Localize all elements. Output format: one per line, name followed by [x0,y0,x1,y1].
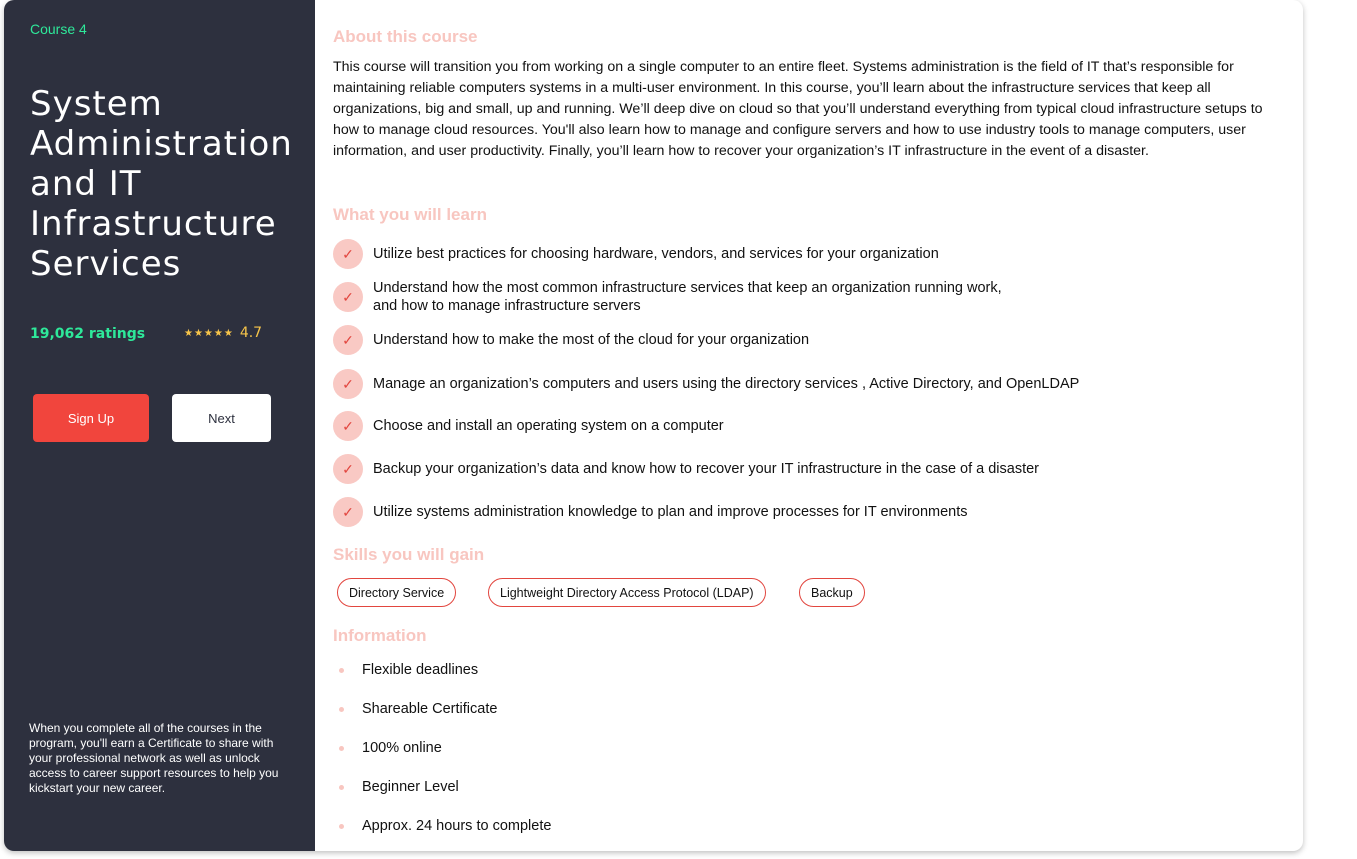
check-icon: ✓ [333,325,363,355]
course-title [30,84,300,284]
info-item-text: Beginner Level [362,779,459,795]
skills-heading: Skills you will gain [333,545,485,564]
info-item-text: Flexible deadlines [362,662,479,678]
learn-item-line: and how to manage infrastructure servers [373,298,641,314]
learn-item-line: Understand how the most common infrastructure services that keep an organization running work, [373,280,1002,296]
learn-item-line: Utilize systems administration knowledge to plan and improve processes for IT environments [373,504,968,520]
ratings-count: 19,062 ratings [30,326,146,342]
skill-tag-ldap[interactable]: Lightweight Directory Access Protocol (LDAP) [488,578,766,607]
learn-item-line: Backup your organization’s data and know how to recover your IT infrastructure in the case of a disaster [373,461,1040,477]
info-item-text: Approx. 24 hours to complete [362,818,552,834]
info-item [339,779,459,795]
course-title-line: Administration [30,124,293,164]
learn-item-line: Utilize best practices for choosing hardware, vendors, and services for your organization [373,246,939,262]
course-number-label: Course 4 [30,21,87,37]
learn-item [333,325,809,355]
learn-item-line: Understand how to make the most of the cloud for your organization [373,332,810,348]
check-icon: ✓ [333,282,363,312]
learn-item [333,497,968,527]
course-title-line: and IT [30,164,142,204]
star-rating-icon: ★★★★★ [184,327,234,339]
course-title-line: Services [30,244,182,284]
bullet-icon [339,824,344,829]
learn-item [333,411,724,441]
course-sidebar [4,0,315,851]
bullet-icon [339,707,344,712]
learn-heading: What you will learn [333,205,487,224]
bullet-icon [339,785,344,790]
learn-item [333,454,1039,484]
skill-tag-backup[interactable]: Backup [799,578,865,607]
learn-item-text [373,460,1039,478]
learn-item-text [373,375,1079,393]
course-title-line: System [30,84,163,124]
learn-item-line: Manage an organization’s computers and users using the directory services , Active Directory, and OpenLDAP [373,376,1080,392]
bullet-icon [339,668,344,673]
information-heading: Information [333,626,427,645]
learn-item [333,279,1002,315]
check-icon: ✓ [333,239,363,269]
learn-item [333,369,1079,399]
check-icon: ✓ [333,454,363,484]
course-title-line: Infrastructure [30,204,277,244]
info-item [339,701,497,717]
info-item-text: 100% online [362,740,442,756]
course-details [333,0,1283,851]
course-card [4,0,1303,851]
learn-item-line: Choose and install an operating system on a computer [373,418,724,434]
about-description: This course will transition you from working on a single computer to an entire fleet. Systems administration is the field of IT that’s responsible for maintaining reliable computers systems in a multi-user environment. In this course, you’ll learn about the infrastructure services that keep all organizations, big and small, up and running. We’ll deep dive on cloud so that you’ll understand everything from typical cloud infrastructure setups to how to manage cloud resources. You'll also learn how to manage and configure servers and how to use industry tools to manage computers, user information, and user productivity. Finally, you’ll learn how to recover your organization’s IT infrastructure in the event of a disaster. [333,59,1263,159]
learn-item-text [373,279,1002,315]
sign-up-button[interactable]: Sign Up [33,394,149,442]
check-icon: ✓ [333,369,363,399]
about-heading: About this course [333,27,478,46]
info-item [339,662,478,678]
info-item [339,818,551,834]
next-button[interactable]: Next [172,394,271,442]
learn-item [333,239,939,269]
rating-score [184,325,262,341]
check-icon: ✓ [333,497,363,527]
learn-item-text [373,417,724,435]
certificate-note: When you complete all of the courses in the program, you'll earn a Certificate to share with your professional network as well as unlock access to career support resources to help you kickstart your new career. [29,721,279,795]
check-icon: ✓ [333,411,363,441]
rating-value: 4.7 [239,325,263,341]
learn-item-text [373,331,809,349]
learn-item-text [373,245,939,263]
info-item-text: Shareable Certificate [362,701,498,717]
learn-item-text [373,503,968,521]
skill-tag-directory-service[interactable]: Directory Service [337,578,456,607]
bullet-icon [339,746,344,751]
info-item [339,740,442,756]
